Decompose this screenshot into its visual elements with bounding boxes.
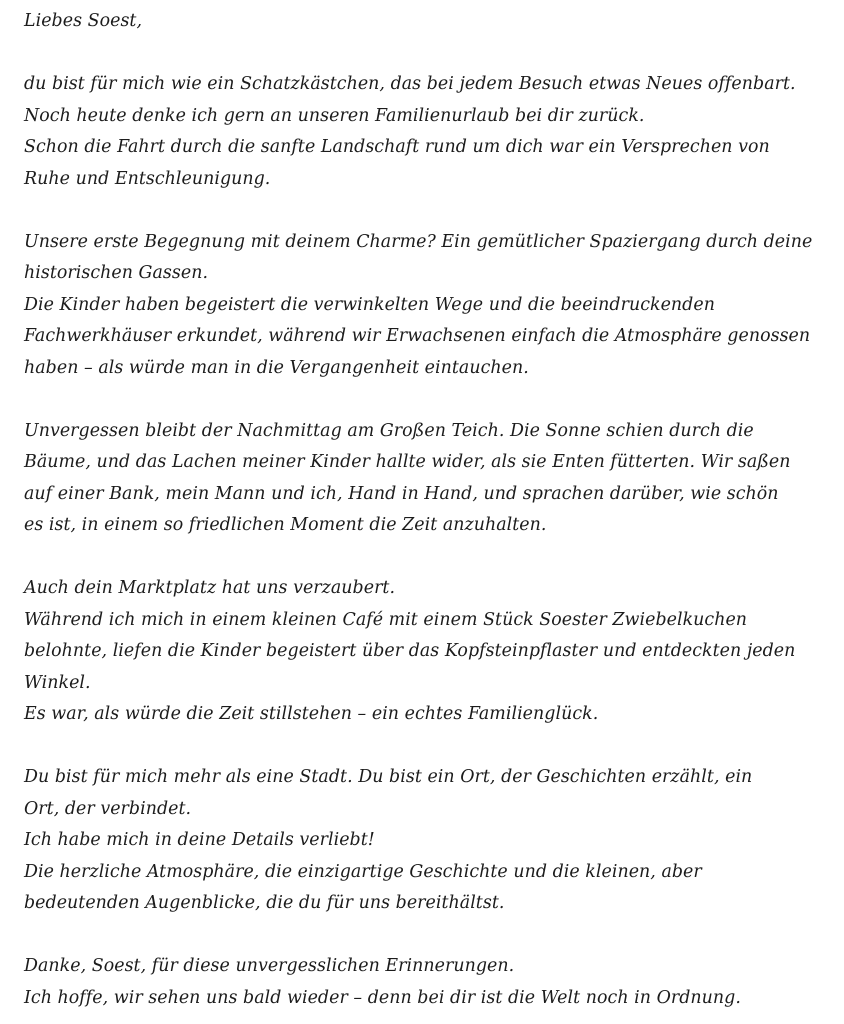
text-line: Unsere erste Begegnung mit deinem Charme? Ein gemütlicher Spaziergang durch deine — [24, 231, 813, 252]
paragraph-gap — [24, 920, 840, 952]
text-line: Bäume, und das Lachen meiner Kinder hallte wider, als sie Enten fütterten. Wir saßen — [24, 452, 791, 472]
text-line: bedeutenden Augenblicke, die du für uns bereithältst. — [24, 893, 505, 913]
text-line: Ort, der verbindet. — [24, 798, 192, 819]
paragraph-gap — [24, 38, 840, 70]
paragraph-2 — [24, 227, 840, 385]
text-line: Ich hoffe, wir sehen uns bald wieder – denn bei dir ist die Welt noch in Ordnung. — [24, 987, 741, 1008]
text-line: belohnte, liefen die Kinder begeistert über das Kopfsteinpflaster und entdeckten jeden — [24, 641, 796, 661]
text-line: Die herzliche Atmosphäre, die einzigartige Geschichte und die kleinen, aber — [24, 861, 702, 882]
paragraph-gap — [24, 384, 840, 416]
text-line: Auch dein Marktplatz hat uns verzaubert. — [24, 578, 396, 598]
text-line: du bist für mich wie ein Schatzkästchen, das bei jedem Besuch etwas Neues offenbart. — [24, 74, 796, 94]
text-line: Du bist für mich mehr als eine Stadt. Du bist ein Ort, der Geschichten erzählt, ein — [24, 767, 753, 787]
paragraph-6 — [24, 951, 840, 1014]
salutation: Liebes Soest, — [24, 11, 143, 31]
paragraph-gap — [24, 195, 840, 227]
text-line: historischen Gassen. — [24, 263, 209, 283]
paragraph-gap — [24, 731, 840, 763]
paragraph-1 — [24, 69, 840, 195]
text-line: auf einer Bank, mein Mann und ich, Hand in Hand, und sprachen darüber, wie schön — [24, 483, 779, 504]
paragraph-5 — [24, 762, 840, 920]
paragraph-3 — [24, 416, 840, 542]
text-line: Winkel. — [24, 672, 91, 693]
text-line: Danke, Soest, für diese unvergesslichen Erinnerungen. — [24, 956, 515, 976]
paragraph-4 — [24, 573, 840, 731]
text-line: Es war, als würde die Zeit stillstehen – ein echtes Familienglück. — [24, 704, 599, 724]
text-line: Die Kinder haben begeistert die verwinkelten Wege und die beeindruckenden — [24, 294, 715, 315]
text-line: Unvergessen bleibt der Nachmittag am Großen Teich. Die Sonne schien durch die — [24, 420, 754, 441]
text-line: Ruhe und Entschleunigung. — [24, 168, 271, 189]
text-line: haben – als würde man in die Vergangenheit eintauchen. — [24, 357, 529, 378]
paragraph-gap — [24, 542, 840, 574]
text-line: es ist, in einem so friedlichen Moment die Zeit anzuhalten. — [24, 515, 547, 535]
text-line: Noch heute denke ich gern an unseren Familienurlaub bei dir zurück. — [24, 105, 645, 126]
text-line: Fachwerkhäuser erkundet, während wir Erwachsenen einfach die Atmosphäre genossen — [24, 326, 811, 346]
text-line: Schon die Fahrt durch die sanfte Landschaft rund um dich war ein Versprechen von — [24, 137, 770, 157]
letter-body — [24, 6, 840, 1014]
text-line: Ich habe mich in deine Details verliebt! — [24, 830, 375, 850]
text-line: Während ich mich in einem kleinen Café mit einem Stück Soester Zwiebelkuchen — [24, 609, 748, 630]
